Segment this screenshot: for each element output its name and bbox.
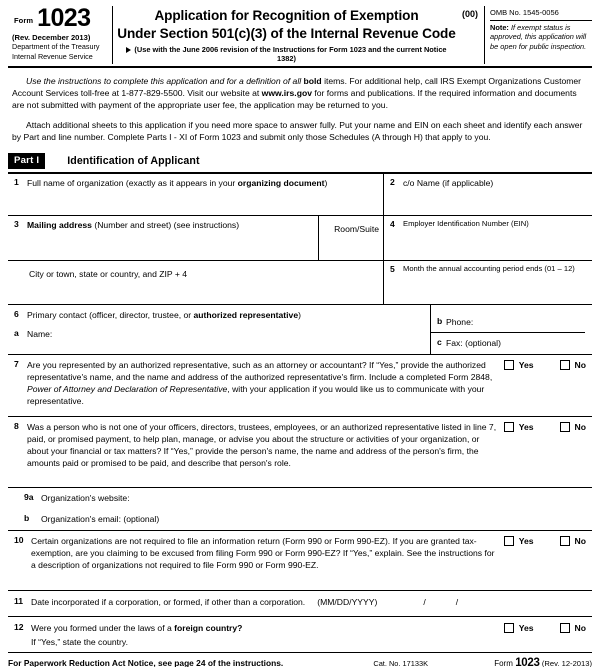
row-line-1-2 (8, 174, 592, 216)
line-12-heading (12, 622, 501, 634)
line-4-number: 4 (390, 218, 395, 229)
form-body (8, 174, 592, 652)
instructions-p1-end: for forms and publications. If the required information and documents are not submitted with payment of the appropriate user fee, the application may be returned to you. (12, 88, 577, 111)
line-10-no-label: No (574, 535, 586, 546)
page-code: (00) (461, 9, 478, 19)
line-8-no-option[interactable] (560, 422, 586, 432)
line-10-number: 10 (14, 534, 24, 545)
row-line-7 (8, 355, 592, 417)
field-organization-email[interactable] (8, 510, 585, 530)
question-form-990-exemption (8, 531, 505, 590)
line-6c-letter: c (437, 336, 442, 347)
irs-line: Internal Revenue Service (12, 51, 93, 61)
line-12-subtext: If “Yes,” state the country. (31, 636, 128, 647)
line-8-no-label: No (574, 421, 586, 432)
field-city-state-zip[interactable] (8, 261, 383, 304)
line-10-no-checkbox[interactable] (560, 536, 570, 546)
row-line-3-4 (8, 216, 592, 261)
field-date-incorporated[interactable] (8, 591, 585, 616)
line-6b-label: Phone: (446, 316, 474, 327)
line-12-yes-option[interactable] (504, 623, 534, 633)
line-10-yes-checkbox[interactable] (504, 536, 514, 546)
form-revision-date: (Rev. December 2013) (12, 33, 91, 42)
footer-form-identity (494, 657, 592, 667)
row-city-line-5 (8, 261, 592, 305)
form-identity-block (8, 6, 113, 64)
field-room-suite[interactable] (318, 216, 383, 260)
line-11-slash-2: / (455, 596, 459, 607)
line-7-checkbox-group (504, 360, 586, 370)
line-7-no-label: No (574, 359, 586, 370)
line-12-checkbox-group (504, 623, 586, 633)
irs-website-url: www.irs.gov (261, 88, 312, 99)
row-line-9b (8, 510, 592, 531)
dept-treasury-line: Department of the Treasury (12, 42, 100, 52)
question-paid-advisor (8, 417, 505, 487)
form-footer (8, 652, 592, 667)
line-12-number: 12 (14, 621, 24, 632)
line-7-number: 7 (14, 358, 19, 369)
line-10-yes-option[interactable] (504, 536, 534, 546)
line-12-no-option[interactable] (560, 623, 586, 633)
instructions-p1-italic: Use the instructions to complete this application and for a definition of all (26, 75, 304, 86)
line-12-text: Were you formed under the laws of a foreign country? (31, 622, 243, 633)
form-title-block (113, 6, 460, 64)
field-accounting-period-month[interactable] (383, 261, 585, 304)
line-2-number: 2 (390, 176, 395, 187)
line-8-yes-label: Yes (518, 421, 534, 432)
footer-revision: (Rev. 12-2013) (541, 658, 592, 667)
line-10-text: Certain organizations are not required to file an information return (Form 990 or Form 990-EZ). If you are granted tax-exemption, are you claiming to be excused from filing Form 990 or Form 990-EZ? If “Yes,” explain. See the instructions for a description of organizations not required to file Form 990 or Form 990-EZ. (31, 535, 495, 570)
line-11-number: 11 (14, 595, 24, 606)
line-3-number: 3 (14, 218, 19, 229)
city-state-zip-label: City or town, state or country, and ZIP + 4 (29, 268, 188, 279)
form-label: Form (14, 16, 34, 25)
line-8-checkbox-group (504, 422, 586, 432)
form-title-line2: Under Section 501(c)(3) of the Internal Revenue Code (117, 25, 456, 41)
instructions-p1-bold-word: bold (303, 75, 322, 86)
line-6-label: Primary contact (officer, director, trustee, or authorized representative) (27, 309, 301, 320)
line-7-yes-label: Yes (518, 359, 534, 370)
line-8-no-checkbox[interactable] (560, 422, 570, 432)
field-contact-fax[interactable] (431, 333, 585, 355)
line-11-slash-1: / (423, 596, 426, 607)
question-authorized-representative (8, 355, 505, 416)
line-12-no-checkbox[interactable] (560, 623, 570, 633)
field-primary-contact (8, 305, 430, 354)
line-7-text: Are you represented by an authorized representative, such as an attorney or accountant? If “Yes,” provide the authorized representative's name, and the name and address of the authorized representative's firm. Include a completed Form 2848, Power of Attorney and Declaration of Representative, with your application if you would like us to communicate with your representative. (27, 359, 493, 406)
line-8-yes-option[interactable] (504, 422, 534, 432)
row-line-11 (8, 591, 592, 617)
row-line-12 (8, 617, 592, 652)
line-9b-letter: b (24, 512, 30, 523)
instructions-paragraph-1 (12, 75, 588, 112)
field-organization-website[interactable] (8, 488, 585, 510)
contact-phone-fax-stack (430, 305, 585, 354)
field-contact-phone[interactable] (431, 305, 585, 333)
line-2-label: c/o Name (if applicable) (403, 177, 494, 188)
line-1-label: Full name of organization (exactly as it appears in your organizing document) (27, 177, 328, 188)
part-title: Identification of Applicant (67, 154, 200, 167)
line-12-yes-label: Yes (518, 622, 534, 633)
field-contact-name[interactable] (12, 328, 426, 340)
form-number: 1023 (37, 4, 91, 32)
line-10-checkbox-group (504, 536, 586, 546)
catalog-number: Cat. No. 17133K (373, 658, 429, 667)
footer-form-label: Form (494, 658, 513, 667)
form-header (8, 6, 592, 68)
line-6-number: 6 (14, 308, 19, 319)
question-foreign-country (8, 617, 505, 652)
line-9a-number: 9a (24, 491, 34, 502)
line-7-no-option[interactable] (560, 360, 586, 370)
line-6b-letter: b (437, 315, 443, 326)
row-line-8 (8, 417, 592, 488)
line-9b-label: Organization's email: (optional) (41, 513, 160, 524)
line-6c-label: Fax: (optional) (446, 337, 501, 348)
line-10-no-option[interactable] (560, 536, 586, 546)
form-title-line1: Application for Recognition of Exemption (154, 8, 419, 23)
field-mailing-address[interactable] (8, 216, 318, 260)
row-line-6 (8, 305, 592, 355)
form-number-row (8, 6, 106, 31)
line-10-yes-label: Yes (518, 535, 534, 546)
field-full-name-of-organization[interactable] (8, 174, 383, 215)
line-8-number: 8 (14, 420, 19, 431)
line-9a-label: Organization's website: (41, 492, 130, 503)
line-5-label: Month the annual accounting period ends (01 – 12) (403, 263, 575, 273)
form-subtitle-row (117, 46, 456, 64)
line-8-yes-checkbox[interactable] (504, 422, 514, 432)
row-line-10 (8, 531, 592, 591)
omb-note (490, 21, 592, 51)
line-12-yes-checkbox[interactable] (504, 623, 514, 633)
footer-form-number: 1023 (515, 656, 540, 667)
line-7-yes-checkbox[interactable] (504, 360, 514, 370)
row-line-9a (8, 488, 592, 510)
line-11-date-format: (MM/DD/YYYY) (317, 596, 378, 607)
line-3-label: Mailing address (Number and street) (see instructions) (27, 219, 240, 230)
room-suite-label: Room/Suite (334, 223, 379, 234)
line-6a-label: Name: (27, 328, 53, 339)
line-6-heading (12, 309, 426, 321)
omb-block (484, 6, 592, 64)
line-12-no-label: No (574, 622, 586, 633)
field-co-name[interactable] (383, 174, 585, 215)
omb-number: OMB No. 1545-0056 (490, 6, 592, 21)
line-4-label: Employer Identification Number (EIN) (403, 218, 529, 228)
line-11-label: Date incorporated if a corporation, or formed, if other than a corporation. (31, 596, 306, 607)
line-1-number: 1 (14, 176, 19, 187)
instructions-paragraph-2: Attach additional sheets to this application if you need more space to answer fully. Put your name and EIN on each sheet and identify each answer by Part and line number. Complete Parts I - XI of Form 1023 and submit only those Schedules (A through H) that apply to you. (12, 119, 583, 142)
field-employer-identification-number[interactable] (383, 216, 585, 260)
line-8-text: Was a person who is not one of your officers, directors, trustees, employees, or an authorized representative listed in line 7, paid, or promised payment, to help plan, manage, or advise you about the structure or activities of your organization, or about your financial or tax matters? If “Yes,” provide the person's name, the name and address of the person's firm, the amounts paid or promised to be paid, and describe that person's role. (27, 421, 497, 468)
part-tag: Part I (8, 153, 45, 169)
form-subtitle-text: (Use with the June 2006 revision of the Instructions for Form 1023 and the current Notice 1382) (134, 45, 447, 64)
line-6a-letter: a (14, 327, 19, 338)
triangle-pointer-icon (126, 47, 131, 53)
paperwork-reduction-notice: For Paperwork Reduction Act Notice, see page 24 of the instructions. (8, 657, 284, 667)
line-7-yes-option[interactable] (504, 360, 534, 370)
line-7-no-checkbox[interactable] (560, 360, 570, 370)
instructions-p1-mid: items. For additional help, call IRS Exempt Organizations Customer Account Services toll-free at 1-877-829-5500. Visit our website at (12, 75, 582, 99)
instructions-block (12, 75, 588, 143)
part-1-header (8, 153, 592, 174)
omb-note-label: Note: (490, 23, 509, 32)
line-5-number: 5 (390, 263, 395, 274)
omb-note-text: If exempt status is approved, this application will be open for public inspection. (490, 23, 587, 51)
